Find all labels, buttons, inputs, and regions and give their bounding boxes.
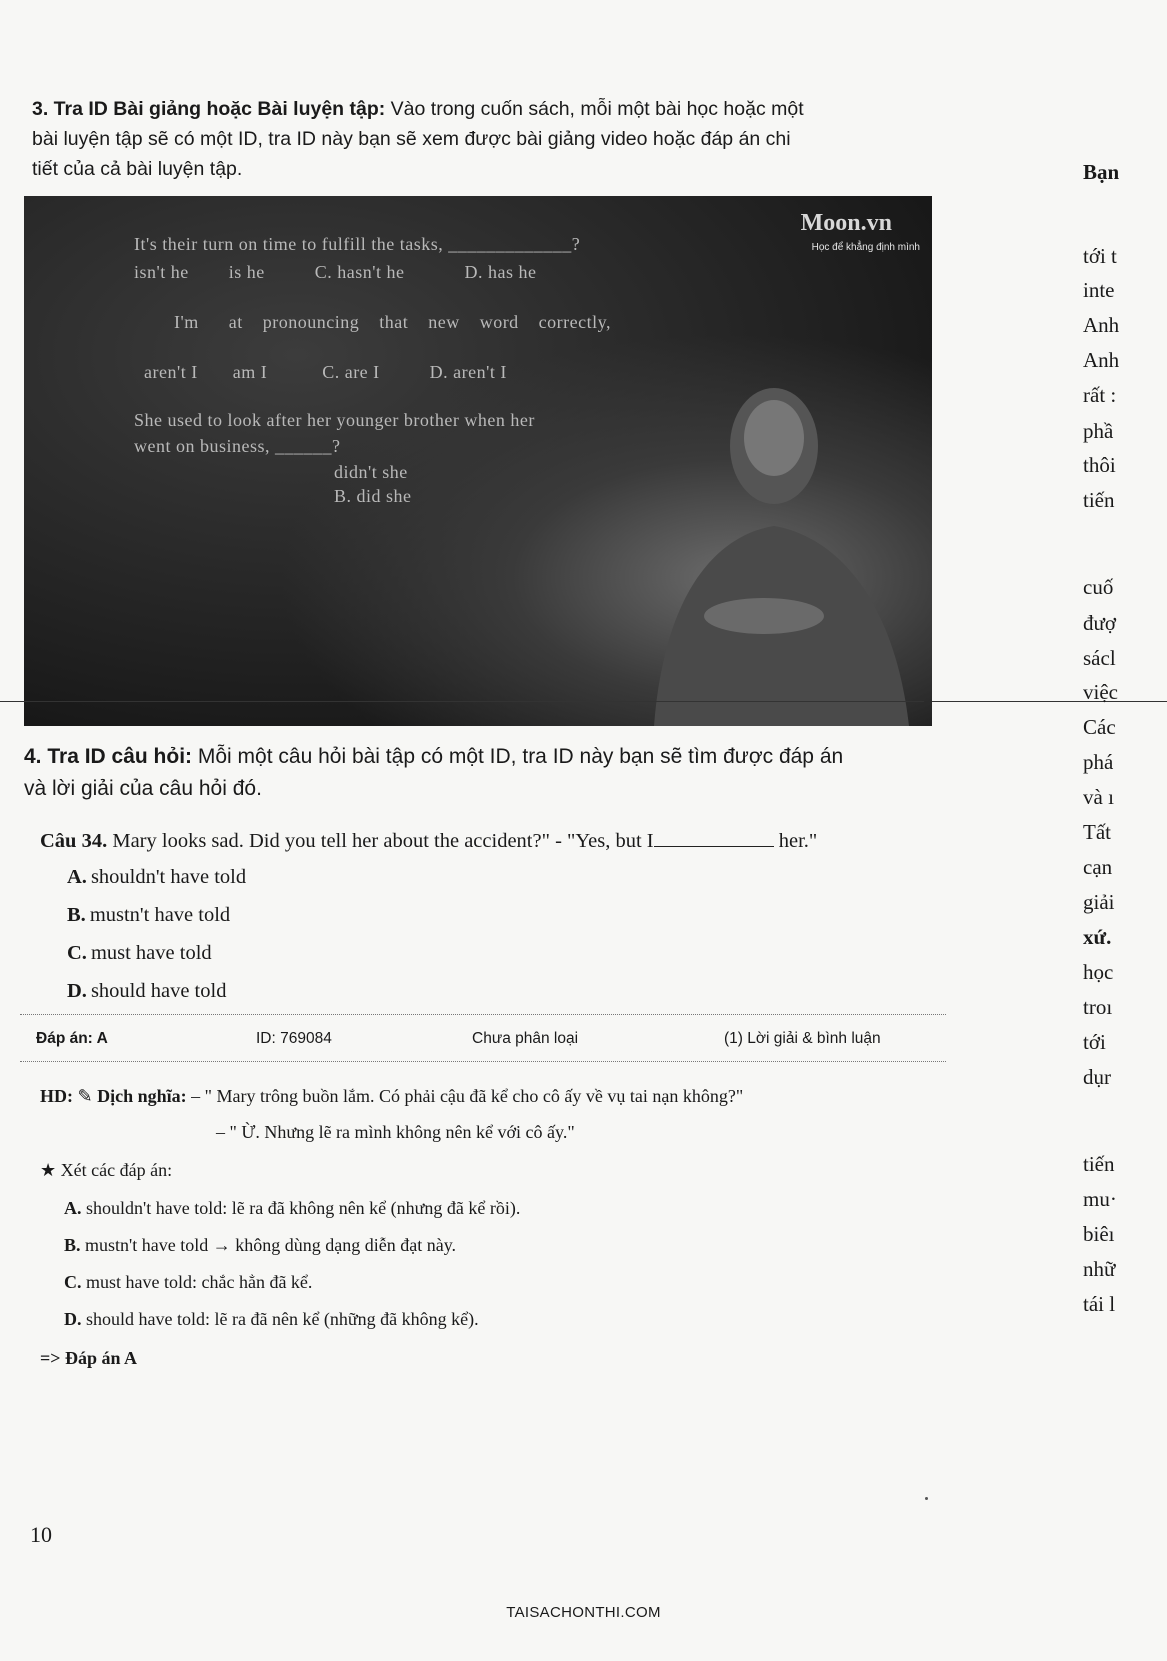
video-line: isn't he is he C. hasn't he D. has he <box>134 262 537 282</box>
right-word: Các <box>1083 715 1116 739</box>
question-text: Mary looks sad. Did you tell her about the accident?" - "Yes, but I <box>107 830 654 852</box>
explanation-item <box>64 1309 479 1330</box>
hd-label: HD: <box>40 1086 73 1106</box>
option-letter: D. <box>67 980 87 1002</box>
pencil-icon: ✎ <box>77 1086 93 1106</box>
section-4 <box>24 741 944 805</box>
question-blank <box>654 828 774 847</box>
right-word: Bạn <box>1083 160 1120 184</box>
moon-slogan: Học để khẳng định mình <box>811 242 920 253</box>
presenter-silhouette <box>624 366 924 726</box>
right-word: nhữ <box>1083 1257 1116 1281</box>
answer-info-box <box>20 1014 946 1062</box>
right-word: phá <box>1083 750 1114 774</box>
item-text: should have told: lẽ ra đã nên kể (những đã không kể). <box>81 1309 479 1329</box>
video-line: didn't she <box>334 462 408 482</box>
right-word: troı <box>1083 995 1113 1019</box>
item-text: shouldn't have told: lẽ ra đã không nên kể (nhưng đã kể rồi). <box>81 1198 521 1218</box>
translation-text: – " Mary trông buồn lắm. Có phải cậu đã kể cho cô ấy về vụ tai nạn không?" <box>186 1086 744 1106</box>
page-number: 10 <box>30 1522 52 1547</box>
item-letter: C. <box>64 1272 82 1292</box>
right-word: inte <box>1083 278 1115 302</box>
right-word: Anh <box>1083 348 1120 372</box>
moon-logo: Moon.vn <box>800 210 892 236</box>
video-line: aren't I am I C. are I D. aren't I <box>144 362 507 382</box>
section-3-line-1 <box>32 94 932 124</box>
explanation-item <box>64 1272 312 1293</box>
translation-line-2: – " Ừ. Nhưng lẽ ra mình không nên kể với cô ấy." <box>216 1122 575 1142</box>
option-text: mustn't have told <box>89 904 231 926</box>
section-3-label: 3. Tra ID Bài giảng hoặc Bài luyện tập: <box>32 98 386 120</box>
consider-text: Xét các đáp án: <box>60 1160 173 1180</box>
right-word: cuố <box>1083 575 1114 599</box>
option-b <box>67 904 230 927</box>
star-icon: ★ <box>40 1160 57 1180</box>
right-word: xứ. <box>1083 925 1112 949</box>
right-word: Anh <box>1083 313 1120 337</box>
section-3-line-2: bài luyện tập sẽ có một ID, tra ID này bạn sẽ xem được bài giảng video hoặc đáp án chi <box>32 128 791 150</box>
answer-label: Đáp án: A <box>36 1030 108 1047</box>
section-3-text: Vào trong cuốn sách, mỗi một bài học hoặc một <box>385 98 804 120</box>
question-stem <box>40 828 817 853</box>
right-word: tới t <box>1083 244 1117 268</box>
question-id: ID: 769084 <box>256 1030 332 1047</box>
video-line: went on business, ______? <box>134 436 341 456</box>
video-line: I'm at pronouncing that new word correctly, <box>174 312 611 332</box>
option-letter: A. <box>67 866 87 888</box>
item-text: mustn't have told → không dùng dạng diễn đạt này. <box>80 1235 457 1255</box>
comments-link[interactable]: (1) Lời giải & bình luận <box>724 1030 881 1047</box>
right-word: tiến <box>1083 488 1115 512</box>
right-word: mu· <box>1083 1187 1117 1211</box>
option-d <box>67 980 226 1003</box>
consider-line <box>40 1160 172 1181</box>
section-3-line-3: tiết của cả bài luyện tập. <box>32 158 243 180</box>
video-line: B. did she <box>334 486 412 506</box>
right-word: học <box>1083 960 1114 984</box>
right-word: thôi <box>1083 453 1116 477</box>
right-word: Tất <box>1083 820 1111 844</box>
right-word: tái l <box>1083 1292 1116 1316</box>
right-word: giải <box>1083 890 1115 914</box>
section-4-line-1 <box>24 741 944 773</box>
section-4-label: 4. Tra ID câu hỏi: <box>24 745 193 768</box>
right-word: biêı <box>1083 1222 1115 1246</box>
right-word: phầ <box>1083 419 1114 443</box>
video-lecture-screenshot <box>24 196 932 726</box>
conclusion: => Đáp án A <box>40 1348 138 1368</box>
question-text-end: her." <box>773 830 818 852</box>
item-text: must have told: chắc hẳn đã kể. <box>81 1272 313 1292</box>
footer-site: TAISACHONTHI.COM <box>506 1604 661 1621</box>
right-word: cạn <box>1083 855 1113 879</box>
right-word: rất : <box>1083 383 1117 407</box>
right-word: và ı <box>1083 785 1114 809</box>
right-word: tới <box>1083 1030 1106 1054</box>
horizontal-rule <box>932 701 1167 702</box>
section-3 <box>32 94 932 184</box>
explanation-item <box>64 1198 520 1219</box>
right-word: dụr <box>1083 1065 1111 1089</box>
option-text: should have told <box>90 980 227 1002</box>
option-text: shouldn't have told <box>90 866 247 888</box>
right-word: đượ <box>1083 611 1116 635</box>
video-line: It's their turn on time to fulfill the tasks, _____________? <box>134 234 581 254</box>
option-a <box>67 866 246 889</box>
option-c <box>67 942 212 965</box>
section-4-text: Mỗi một câu hỏi bài tập có một ID, tra ID này bạn sẽ tìm được đáp án <box>192 745 844 768</box>
option-letter: C. <box>67 942 87 964</box>
horizontal-rule <box>0 701 924 702</box>
item-letter: D. <box>64 1309 82 1329</box>
section-4-line-2: và lời giải của câu hỏi đó. <box>24 777 262 800</box>
option-letter: B. <box>67 904 86 926</box>
right-word: sácl <box>1083 646 1116 670</box>
translate-label: Dịch nghĩa: <box>97 1086 187 1106</box>
video-line: She used to look after her younger brother when her <box>134 410 535 430</box>
question-number: Câu 34. <box>40 830 108 852</box>
category-label: Chưa phân loại <box>472 1030 579 1047</box>
item-letter: B. <box>64 1235 81 1255</box>
right-word: tiến <box>1083 1152 1115 1176</box>
translation-line-1 <box>40 1086 743 1107</box>
right-word: việc <box>1083 680 1118 704</box>
item-letter: A. <box>64 1198 82 1218</box>
option-text: must have told <box>90 942 212 964</box>
explanation-item <box>64 1235 456 1256</box>
scan-dot <box>925 1497 928 1500</box>
